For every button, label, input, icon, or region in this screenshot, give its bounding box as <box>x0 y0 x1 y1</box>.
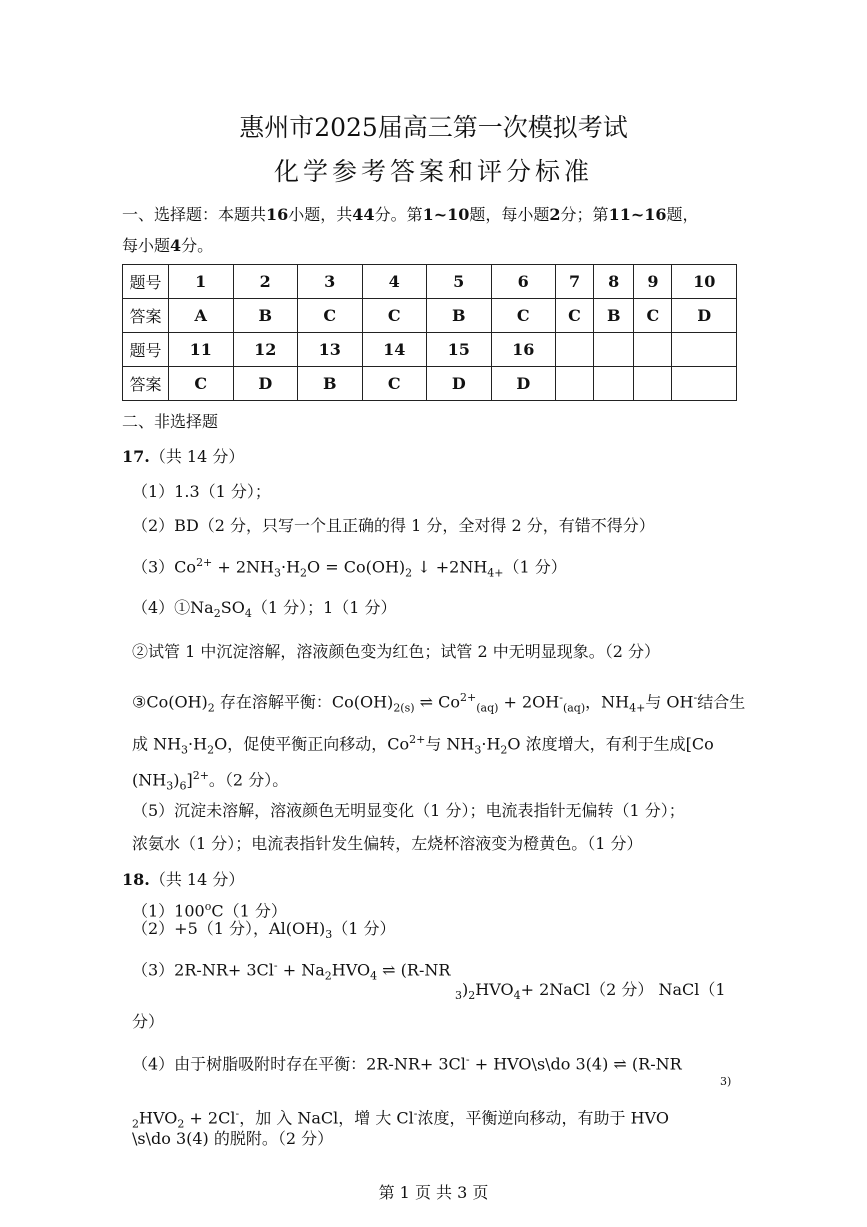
question-number: 16 <box>491 333 556 367</box>
row-label: 答案 <box>123 367 169 401</box>
answer-cell: C <box>362 367 427 401</box>
q17-part4-3-end: $(NH_3)_6]^{2+}$。（2 分）。 <box>132 769 289 793</box>
question-number: 4 <box>362 265 427 299</box>
question-number: 14 <box>362 333 427 367</box>
empty-cell <box>556 333 594 367</box>
row-label: 题号 <box>123 333 169 367</box>
answer-title: 化学参考答案和评分标准 <box>273 157 593 186</box>
answer-cell: B <box>594 299 634 333</box>
q18-part1: （1）100$^o$C（1 分） <box>132 900 287 921</box>
question-number: 8 <box>594 265 634 299</box>
question-number: 9 <box>634 265 672 299</box>
section1-line2: 每小题4分。 <box>122 236 214 255</box>
answer-cell: C <box>169 367 234 401</box>
q17-part4-3-cont: 成 $NH_3\cdot H_2O$，促使平衡正向移动，$Co^{2+}$与 $NH_3\cdot H_2O$ 浓度增大，有利于生成[Co <box>132 733 714 757</box>
question-number: 7 <box>556 265 594 299</box>
q18-part4-cont: $_2HVO_2 + 2Cl^-$，加 入 NaCl，增 大 Cl-浓度，平衡逆向移动，有助于 HVO <box>132 1107 669 1131</box>
q18-part3: $(3)2R-NR+ 3Cl^- + Na_2HVO_4$ ⇌ (R-NR <box>132 959 451 983</box>
q17-part4-2: ②试管 1 中沉淀溶解，溶液颜色变为红色；试管 2 中无明显现象。（2 分） <box>132 642 660 661</box>
answer-cell: D <box>427 367 492 401</box>
answer-cell: C <box>556 299 594 333</box>
q18-part3-cont: $_3)_2HVO_4+$ 2NaCl（2 分） NaCl（1 <box>455 980 726 1003</box>
answer-table <box>122 264 737 401</box>
table-row <box>123 299 737 333</box>
answer-cell: B <box>427 299 492 333</box>
section2-heading: 二、非选择题 <box>122 412 219 431</box>
question-number: 5 <box>427 265 492 299</box>
q17-part4: $(4)①Na_2SO_4(1$ 分）；1（1 分） <box>132 598 397 621</box>
answer-cell: D <box>491 367 556 401</box>
question-number: 3 <box>298 265 363 299</box>
q17-heading: 17.（共 14 分） <box>122 447 245 466</box>
q18-part4-end: \s\do 3(4) 的脱附。（2 分） <box>132 1129 334 1148</box>
empty-cell <box>594 367 634 401</box>
q17-part1: （1）1.3（1 分）； <box>132 482 271 501</box>
table-row <box>123 265 737 299</box>
question-number: 15 <box>427 333 492 367</box>
question-number: 6 <box>491 265 556 299</box>
answer-cell: C <box>634 299 672 333</box>
section1-line1: 一、选择题：本题共16小题，共44分。第1~10题，每小题2分；第11~16题， <box>122 205 699 224</box>
answer-cell: B <box>298 367 363 401</box>
page-footer: 第 1 页 共 3 页 <box>378 1183 489 1202</box>
empty-cell <box>672 333 737 367</box>
q18-part4: （4）由于树脂吸附时存在平衡：2R-NR+ 3Cl- + HVO\s\do 3(4) ⇌ (R-NR <box>132 1053 682 1074</box>
empty-cell <box>634 367 672 401</box>
question-number: 1 <box>169 265 234 299</box>
answer-cell: C <box>362 299 427 333</box>
q17-part5: （5）沉淀未溶解，溶液颜色无明显变化（1 分）；电流表指针无偏转（1 分）； <box>132 801 685 820</box>
table-row <box>123 333 737 367</box>
answer-cell: D <box>233 367 298 401</box>
q18-part2: （2）+5（1 分），$Al(OH)_3(1$ 分） <box>132 919 396 942</box>
answer-cell: A <box>169 299 234 333</box>
q18-part3-end: 分） <box>132 1012 165 1031</box>
q18-part4-sub: 3) <box>720 1075 732 1088</box>
q17-part5-cont: 浓氨水（1 分）；电流表指针发生偏转，左烧杯溶液变为橙黄色。（1 分） <box>132 834 643 853</box>
answer-cell: B <box>233 299 298 333</box>
q17-part3: $(3)Co^{2+} + 2NH_3\cdot H_2O = Co(OH)_2$ ↓ $+2NH_{4+}(1$ 分） <box>132 556 567 580</box>
empty-cell <box>672 367 737 401</box>
answer-cell: C <box>298 299 363 333</box>
answer-cell: C <box>491 299 556 333</box>
q17-part2: （2）BD（2 分，只写一个且正确的得 1 分，全对得 2 分，有错不得分） <box>132 516 655 535</box>
row-label: 答案 <box>123 299 169 333</box>
empty-cell <box>556 367 594 401</box>
q18-heading: 18.（共 14 分） <box>122 870 245 889</box>
q17-part4-3: $③Co(OH)_2$ 存在溶解平衡：$Co(OH)_{2(s)}$ ⇌ $Co^{2+}_{(aq)} + 2OH^-_{(aq)}$，$NH_{4+}$与 OH-结合生 <box>132 691 746 715</box>
table-row <box>123 367 737 401</box>
question-number: 2 <box>233 265 298 299</box>
empty-cell <box>594 333 634 367</box>
question-number: 11 <box>169 333 234 367</box>
exam-title: 惠州市2025届高三第一次模拟考试 <box>239 113 628 142</box>
question-number: 13 <box>298 333 363 367</box>
empty-cell <box>634 333 672 367</box>
question-number: 10 <box>672 265 737 299</box>
row-label: 题号 <box>123 265 169 299</box>
question-number: 12 <box>233 333 298 367</box>
answer-cell: D <box>672 299 737 333</box>
